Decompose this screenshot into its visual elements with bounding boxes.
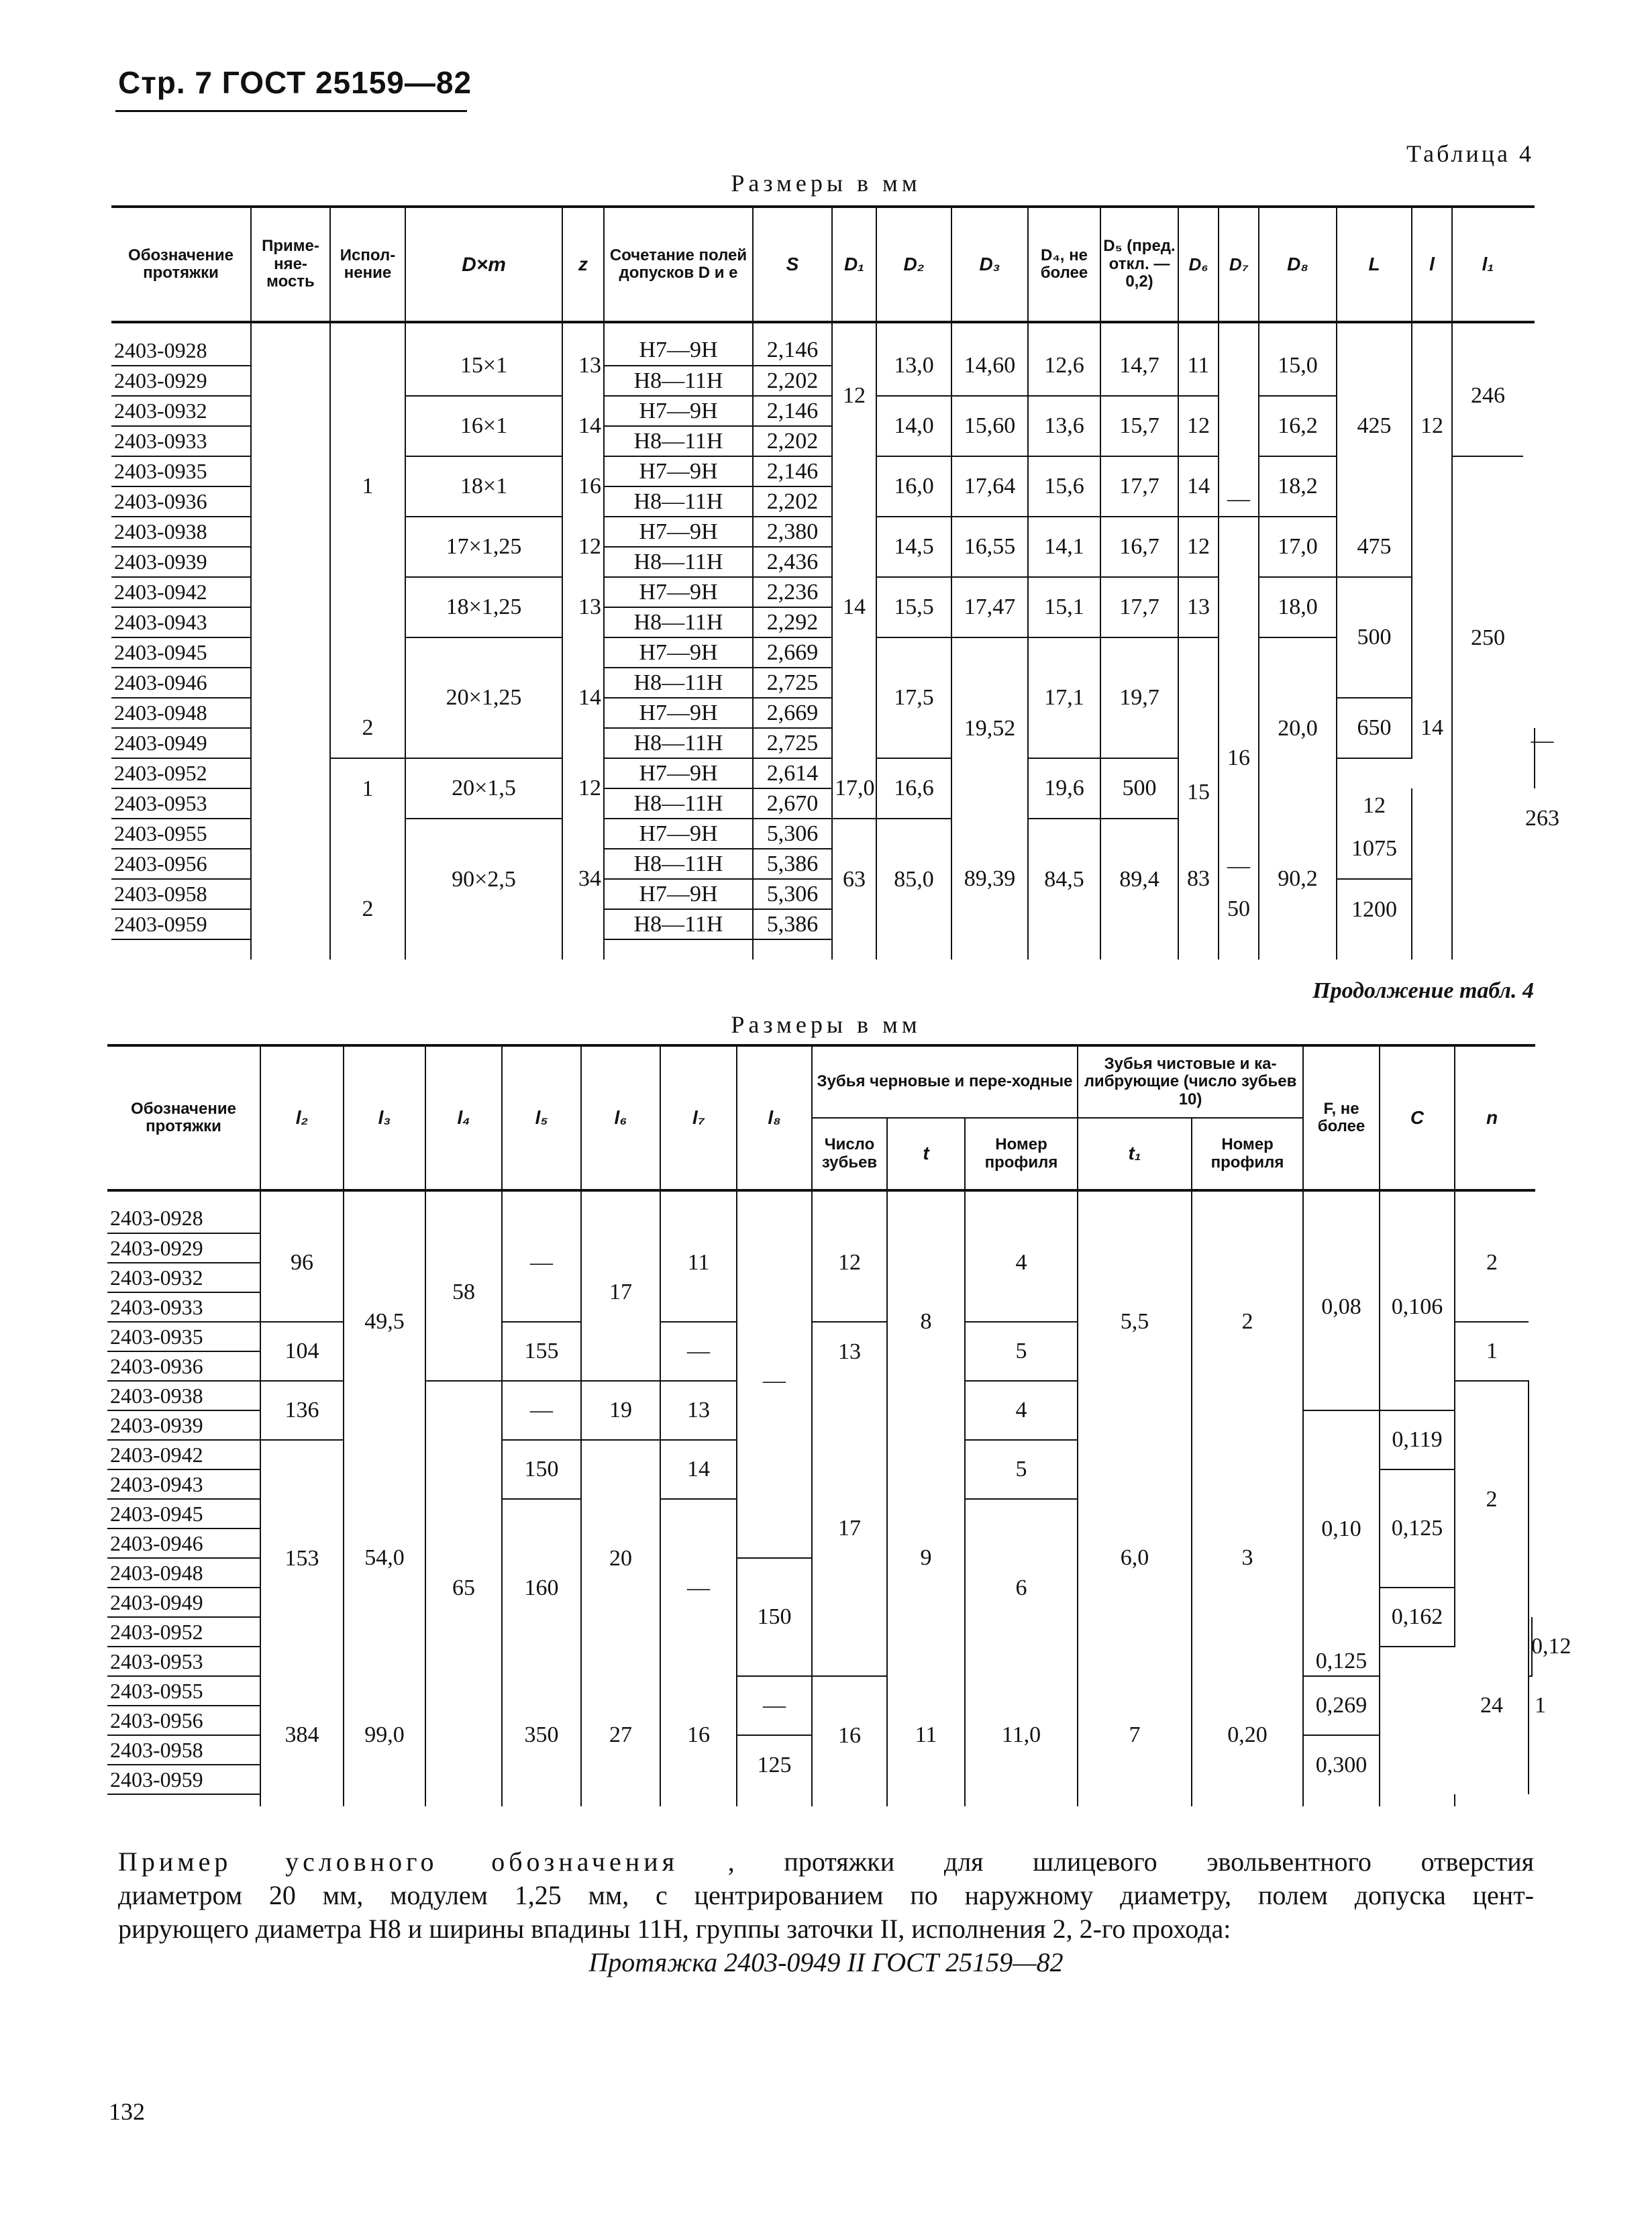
- t2-t1: 11,0: [965, 1676, 1078, 1794]
- t2-F: 0,12: [1529, 1617, 1532, 1676]
- th-d8: D₈: [1259, 207, 1337, 322]
- t1-L: 500: [1337, 577, 1412, 698]
- t1-tolerance: H8—11H: [604, 788, 753, 819]
- t2-teeth: 17: [812, 1381, 887, 1676]
- t1-code: 2403-0936: [111, 486, 251, 517]
- t2-t: 16: [812, 1676, 887, 1794]
- t2-l4: 65: [425, 1381, 502, 1794]
- t1-d7: —: [1219, 819, 1259, 879]
- t1-d7-empty: [1219, 335, 1259, 486]
- t1-l1: 246: [1452, 335, 1523, 456]
- t1-d4: 84,5: [1028, 819, 1100, 939]
- t1-d1: 12: [832, 335, 876, 456]
- t2-code: 2403-0929: [107, 1233, 260, 1263]
- t2-code: 2403-0955: [107, 1676, 260, 1706]
- t1-z: 12: [562, 758, 604, 819]
- t1-d4: 15,6: [1028, 456, 1100, 517]
- t1-d4: 12,6: [1028, 335, 1100, 396]
- t1-d3: 14,60: [951, 335, 1028, 396]
- page-number: 132: [109, 2098, 145, 2125]
- t2-profile: 6: [965, 1499, 1078, 1676]
- t1-L: 1200: [1337, 879, 1412, 939]
- t1-d5: 17,7: [1100, 577, 1178, 637]
- th-d7: D₇: [1219, 207, 1259, 322]
- t1-d2: 14,5: [876, 517, 951, 577]
- t2-code: 2403-0958: [107, 1735, 260, 1765]
- t1-L: 475: [1337, 517, 1412, 577]
- t2-code: 2403-0928: [107, 1204, 260, 1233]
- t2-t: 8: [887, 1204, 965, 1440]
- t1-tolerance: H8—11H: [604, 366, 753, 396]
- t1-dxm: 18×1,25: [405, 577, 562, 637]
- t2-code: 2403-0952: [107, 1617, 260, 1647]
- page-header: Стр. 7 ГОСТ 25159—82: [118, 65, 472, 100]
- th-d4: D₄, не более: [1028, 207, 1100, 322]
- t1-l1: 263: [1525, 806, 1559, 831]
- t2-profile: 4: [965, 1204, 1078, 1322]
- t2-code: 2403-0959: [107, 1765, 260, 1794]
- t1-code: 2403-0938: [111, 517, 251, 547]
- t1-d5: 19,6: [1028, 758, 1100, 819]
- t1-version: 1: [330, 758, 405, 819]
- t1-tolerance: H7—9H: [604, 879, 753, 909]
- t1-d6: 13: [1178, 577, 1219, 637]
- t1-code: 2403-0952: [111, 758, 251, 788]
- t2-l5: 350: [502, 1676, 581, 1794]
- t2-l6: 19: [581, 1381, 660, 1440]
- t1-version-empty: [330, 637, 405, 698]
- t1-d2: 13,0: [876, 335, 951, 396]
- t1-d2: 14,0: [876, 396, 951, 456]
- t1-s: 2,236: [753, 577, 832, 607]
- t2-l8: 150: [737, 1558, 812, 1676]
- th-d2: D₂: [876, 207, 951, 322]
- t2-C: 0,269: [1303, 1676, 1380, 1735]
- t1-d3: 89,39: [951, 819, 1028, 939]
- t1-tolerance: H7—9H: [604, 335, 753, 366]
- th-tolerance: Сочетание полей допусков D и e: [604, 207, 753, 322]
- t2-t: 9: [887, 1440, 965, 1676]
- t1-d2: 17,0: [832, 758, 876, 819]
- example-line-2: диаметром 20 мм, модулем 1,25 мм, с центрированием по наружному диаметру, полем допуска цент-: [118, 1880, 1534, 1910]
- t1-code: 2403-0929: [111, 366, 251, 396]
- t1-s: 2,292: [753, 607, 832, 637]
- t2-l7: 11: [660, 1204, 737, 1322]
- t2-l5: 160: [502, 1499, 581, 1676]
- t1-dxm: 20×1,25: [405, 637, 562, 758]
- t1-s: 2,669: [753, 637, 832, 668]
- t1-s: 2,380: [753, 517, 832, 547]
- t1-version: 2: [330, 879, 405, 939]
- t2-l4: 58: [425, 1204, 502, 1381]
- t2-l5: 155: [502, 1322, 581, 1381]
- t1-d8: 16,2: [1259, 396, 1337, 456]
- t1-z: 12: [562, 517, 604, 577]
- t2-code: 2403-0948: [107, 1558, 260, 1588]
- t1-d5: 19,7: [1100, 637, 1178, 758]
- t1-z: 14: [562, 396, 604, 456]
- th2-l2: l₂: [260, 1045, 344, 1190]
- t2-t1: 6,0: [1078, 1440, 1192, 1676]
- t1-d7: —: [1219, 486, 1259, 517]
- t1-s: 5,306: [753, 879, 832, 909]
- t2-code: 2403-0936: [107, 1351, 260, 1381]
- t2-l8: 125: [737, 1735, 812, 1794]
- t1-z: 13: [562, 577, 604, 637]
- t2-C: 0,119: [1380, 1410, 1455, 1469]
- t1-d5: 17,7: [1100, 456, 1178, 517]
- t1-l: 14: [1412, 517, 1452, 939]
- th-d3: D₃: [951, 207, 1028, 322]
- t2-l5: —: [502, 1204, 581, 1322]
- t2-l6: 17: [581, 1204, 660, 1381]
- t2-code: 2403-0953: [107, 1647, 260, 1676]
- t1-d7-empty: [1219, 517, 1259, 698]
- t2-code: 2403-0949: [107, 1588, 260, 1617]
- example-lead: Пример условного обозначения: [118, 1847, 678, 1877]
- th-l: l: [1412, 207, 1452, 322]
- t1-d3: 19,52: [951, 637, 1028, 819]
- t1-code: 2403-0946: [111, 668, 251, 698]
- t1-code: 2403-0948: [111, 698, 251, 728]
- t1-d7: —: [1529, 728, 1535, 788]
- t1-d8: 20,0: [1259, 637, 1337, 819]
- example-line-3: рирующего диаметра Н8 и ширины впадины 11Н, группы заточки II, исполнения 2, 2-го прохода:: [118, 1914, 1231, 1944]
- th2-t1: t₁: [1078, 1118, 1192, 1190]
- t1-code: 2403-0959: [111, 909, 251, 939]
- t2-profile: 11: [887, 1676, 965, 1794]
- t1-tolerance: H7—9H: [604, 577, 753, 607]
- t1-L: 500: [1100, 758, 1178, 819]
- t1-tolerance: H8—11H: [604, 486, 753, 517]
- t1-s: 2,725: [753, 728, 832, 758]
- th-applicability: Приме-няе-мость: [251, 207, 330, 322]
- th2-l6: l₆: [581, 1045, 660, 1190]
- th2-F: F, не более: [1303, 1045, 1380, 1190]
- t1-dxm: 18×1: [405, 456, 562, 517]
- t1-s: 2,146: [753, 456, 832, 486]
- t1-s: 2,670: [753, 788, 832, 819]
- t1-d6: 15: [1178, 637, 1219, 819]
- th-s: S: [753, 207, 832, 322]
- t1-d4: 17,1: [1028, 637, 1100, 758]
- t1-s: 2,669: [753, 698, 832, 728]
- t2-l8: —: [737, 1676, 812, 1735]
- t2-code: 2403-0938: [107, 1381, 260, 1410]
- th-L: L: [1337, 207, 1412, 322]
- th2-l5: l₅: [502, 1045, 581, 1190]
- t1-d4: 13,6: [1028, 396, 1100, 456]
- t1-d7: 12: [1337, 788, 1412, 819]
- t1-tolerance: H8—11H: [604, 426, 753, 456]
- th-d6: D₆: [1178, 207, 1219, 322]
- t1-L: 1075: [1337, 819, 1412, 879]
- th2-l3: l₃: [344, 1045, 425, 1190]
- t1-d8: 17,0: [1259, 517, 1337, 577]
- t1-s: 5,386: [753, 849, 832, 879]
- t2-l6: 20: [581, 1440, 660, 1676]
- t1-s: 5,306: [753, 819, 832, 849]
- example-line1-text: протяжки для шлицевого эвольвентного отверстия: [784, 1847, 1534, 1877]
- th2-n: n: [1455, 1045, 1529, 1190]
- t1-code: 2403-0958: [111, 879, 251, 909]
- continuation-label: Продолжение табл. 4: [1312, 978, 1534, 1003]
- t1-d1: 16: [1219, 698, 1259, 819]
- t2-l7: —: [660, 1499, 737, 1676]
- t1-tolerance: H8—11H: [604, 607, 753, 637]
- t1-d8: 18,0: [1259, 577, 1337, 637]
- t2-l3: 54,0: [344, 1440, 425, 1676]
- t1-z: 13: [562, 335, 604, 396]
- t1-d7: 50: [1219, 879, 1259, 939]
- sizes-label-1: Размеры в мм: [731, 170, 921, 197]
- t1-L: 650: [1337, 698, 1412, 758]
- t1-L: 425: [1337, 335, 1412, 517]
- t2-l8: —: [737, 1204, 812, 1558]
- example-reference: Протяжка 2403-0949 II ГОСТ 25159—82: [588, 1947, 1064, 1977]
- t1-code: 2403-0933: [111, 426, 251, 456]
- t1-dxm: 20×1,5: [405, 758, 562, 819]
- t2-code: 2403-0956: [107, 1706, 260, 1735]
- t1-dxm: 15×1: [405, 335, 562, 396]
- t1-d2: 85,0: [876, 819, 951, 939]
- th2-l4: l₄: [425, 1045, 502, 1190]
- th-designation: Обозначение протяжки: [111, 207, 251, 322]
- t1-d4: 15,1: [1028, 577, 1100, 637]
- t1-dxm: 17×1,25: [405, 517, 562, 577]
- t2-l2: 384: [260, 1676, 344, 1794]
- t2-code: 2403-0932: [107, 1263, 260, 1292]
- t1-tolerance: H8—11H: [604, 909, 753, 939]
- t1-code: 2403-0956: [111, 849, 251, 879]
- t1-tolerance: H7—9H: [604, 758, 753, 788]
- t1-s: 2,202: [753, 426, 832, 456]
- t1-code: 2403-0953: [111, 788, 251, 819]
- t2-l7: 14: [660, 1440, 737, 1499]
- t1-d5: 14,7: [1100, 335, 1178, 396]
- t2-C: 0,125: [1303, 1647, 1380, 1676]
- t1-d5: 15,7: [1100, 396, 1178, 456]
- t1-applicability-cell: [251, 335, 330, 939]
- th-d5: D₅ (пред. откл. —0,2): [1100, 207, 1178, 322]
- t1-s: 2,146: [753, 335, 832, 366]
- t2-profile2: 3: [1192, 1440, 1303, 1676]
- t1-z: 14: [562, 637, 604, 758]
- t1-tolerance: H7—9H: [604, 517, 753, 547]
- th-z: z: [562, 207, 604, 322]
- t2-l7: 16: [660, 1676, 737, 1794]
- t1-d6: 14: [1178, 456, 1219, 517]
- t1-d5: 16,7: [1100, 517, 1178, 577]
- t1-code: 2403-0932: [111, 396, 251, 426]
- t2-l2: 96: [260, 1204, 344, 1322]
- th-d1: D₁: [832, 207, 876, 322]
- t1-version: 1: [330, 335, 405, 637]
- t2-code: 2403-0943: [107, 1469, 260, 1499]
- sizes-label-2: Размеры в мм: [731, 1011, 921, 1038]
- t2-l2: 136: [260, 1381, 344, 1440]
- t1-d8: 90,2: [1259, 819, 1337, 939]
- t1-code: 2403-0928: [111, 335, 251, 366]
- t1-tolerance: H8—11H: [604, 728, 753, 758]
- th2-teeth: Число зубьев: [812, 1118, 887, 1190]
- t1-tolerance: H7—9H: [604, 456, 753, 486]
- table-4-part-2: [107, 1044, 1571, 1806]
- th-dxm: D×m: [405, 207, 562, 322]
- t2-F: 0,10: [1303, 1410, 1380, 1647]
- t2-code: 2403-0939: [107, 1410, 260, 1440]
- t2-n: 1: [1455, 1322, 1529, 1381]
- t2-l2: 153: [260, 1440, 344, 1676]
- t2-code: 2403-0935: [107, 1322, 260, 1351]
- t2-n: 2: [1455, 1204, 1529, 1322]
- t1-version: 2: [330, 698, 405, 758]
- t1-tolerance: H7—9H: [604, 396, 753, 426]
- t2-C: 0,162: [1380, 1588, 1455, 1647]
- t2-profile: 5: [965, 1322, 1078, 1381]
- th2-C: C: [1380, 1045, 1455, 1190]
- t2-F: 0,08: [1303, 1204, 1380, 1410]
- t1-d4: 16,6: [876, 758, 951, 819]
- t1-d3: 15,60: [951, 396, 1028, 456]
- t1-dxm: 90×2,5: [405, 819, 562, 939]
- t2-n: 2: [1455, 1381, 1529, 1617]
- t2-l7: 13: [660, 1381, 737, 1440]
- t2-C: 0,125: [1380, 1469, 1455, 1588]
- t1-code: 2403-0945: [111, 637, 251, 668]
- th2-l8: l₈: [737, 1045, 812, 1190]
- table-4-part-1: [111, 205, 1559, 960]
- t1-z: 34: [562, 819, 604, 939]
- t1-d8: 18,2: [1259, 456, 1337, 517]
- t1-tolerance: H7—9H: [604, 819, 753, 849]
- t1-d6: 12: [1178, 517, 1219, 577]
- t2-l2: 104: [260, 1322, 344, 1381]
- t1-l: 12: [1412, 335, 1452, 517]
- t1-d1: 63: [832, 819, 876, 939]
- th2-l7: l₇: [660, 1045, 737, 1190]
- t2-t1: 5,5: [1078, 1204, 1192, 1440]
- t1-d2: 15,5: [876, 577, 951, 637]
- t2-n: 1: [1535, 1693, 1547, 1718]
- t2-teeth: 12: [812, 1204, 887, 1322]
- t1-s: 5,386: [753, 909, 832, 939]
- t1-s: 2,725: [753, 668, 832, 698]
- t1-s: 2,436: [753, 547, 832, 577]
- t1-z: 16: [562, 456, 604, 517]
- t1-d3: 17,64: [951, 456, 1028, 517]
- t2-code: 2403-0942: [107, 1440, 260, 1469]
- t1-d6: 83: [1178, 819, 1219, 939]
- t2-l3: 99,0: [344, 1676, 425, 1794]
- t1-d1: 14: [832, 456, 876, 758]
- t1-s: 2,614: [753, 758, 832, 788]
- t2-code: 2403-0945: [107, 1499, 260, 1529]
- t1-version-empty: [330, 819, 405, 879]
- t2-profile: 4: [965, 1381, 1078, 1440]
- t1-d2: 16,0: [876, 456, 951, 517]
- th2-profile2: Номер профиля: [1192, 1118, 1303, 1190]
- t1-s: 2,202: [753, 366, 832, 396]
- t2-code: 2403-0946: [107, 1529, 260, 1558]
- t1-d6: 12: [1178, 396, 1219, 456]
- t2-l5: —: [502, 1381, 581, 1440]
- t1-d8: 15,0: [1259, 335, 1337, 396]
- t1-tolerance: H8—11H: [604, 849, 753, 879]
- t1-tolerance: H7—9H: [604, 698, 753, 728]
- t2-profile2: 7: [1078, 1676, 1192, 1794]
- t1-dxm: 16×1: [405, 396, 562, 456]
- th2-profile: Номер профиля: [965, 1118, 1078, 1190]
- t1-tolerance: H8—11H: [604, 668, 753, 698]
- t1-tolerance: H7—9H: [604, 637, 753, 668]
- th2-rough: Зубья черновые и пере-ходные: [812, 1045, 1078, 1118]
- t2-C: 0,106: [1380, 1204, 1455, 1410]
- t2-code: 2403-0933: [107, 1292, 260, 1322]
- t2-l6: 27: [581, 1676, 660, 1794]
- th-version: Испол-нение: [330, 207, 405, 322]
- t1-code: 2403-0955: [111, 819, 251, 849]
- t1-d6: 11: [1178, 335, 1219, 396]
- th-l1: l₁: [1482, 253, 1494, 274]
- t1-code: 2403-0949: [111, 728, 251, 758]
- t1-d5: 89,4: [1100, 819, 1178, 939]
- table-label: Таблица 4: [1406, 140, 1534, 167]
- t1-code: 2403-0939: [111, 547, 251, 577]
- t2-l3: 49,5: [344, 1204, 425, 1440]
- t2-C: 0,300: [1303, 1735, 1380, 1794]
- t1-code: 2403-0942: [111, 577, 251, 607]
- t1-tolerance: H8—11H: [604, 547, 753, 577]
- t2-l5: 150: [502, 1440, 581, 1499]
- t2-teeth: 24: [1455, 1617, 1529, 1794]
- th2-t: t: [887, 1118, 965, 1190]
- t2-l7: —: [660, 1322, 737, 1381]
- t1-s: 2,202: [753, 486, 832, 517]
- t1-s: 2,146: [753, 396, 832, 426]
- example-line-1: Пример условного обозначения , протяжки для шлицевого эвольвентного отверстия: [118, 1847, 1534, 1877]
- t2-F: 0,20: [1192, 1676, 1303, 1794]
- th2-finish: Зубья чистовые и ка-либрующие (число зубьев 10): [1078, 1045, 1303, 1118]
- t1-d3: 17,47: [951, 577, 1028, 637]
- t2-teeth: 13: [812, 1322, 887, 1381]
- t1-d4: 14,1: [1028, 517, 1100, 577]
- header-rule: [115, 110, 467, 112]
- t2-profile: 5: [965, 1440, 1078, 1499]
- t1-d3: 16,55: [951, 517, 1028, 577]
- t2-profile2: 2: [1192, 1204, 1303, 1440]
- t1-l1: 250: [1471, 625, 1505, 650]
- t1-code: 2403-0943: [111, 607, 251, 637]
- t1-code: 2403-0935: [111, 456, 251, 486]
- t1-d2: 17,5: [876, 637, 951, 758]
- th2-designation: Обозначение протяжки: [107, 1045, 260, 1190]
- designation-example: [118, 1845, 1534, 1979]
